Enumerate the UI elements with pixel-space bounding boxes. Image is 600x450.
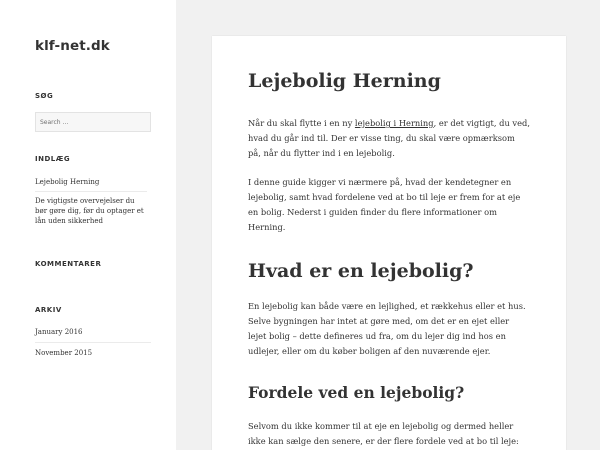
archive-widget-title: ARKIV	[35, 306, 62, 314]
list-item	[35, 327, 151, 342]
recent-post-link[interactable]: Lejebolig Herning	[35, 178, 100, 186]
paragraph: En lejebolig kan både være en lejlighed, et rækkehus eller et hus. Selve bygningen har intet at gøre med, om det er en ejet eller lejet bolig – dette defineres ud fra, om du lejer dig ind hos en udlejer, eller om du køber boligen af den nuværende ejer.	[248, 301, 526, 356]
section-heading: Hvad er en lejebolig?	[248, 260, 474, 282]
comments-widget-title: KOMMENTARER	[35, 260, 102, 268]
archive-list	[35, 327, 151, 358]
paragraph: Selvom du ikke kommer til at eje en lejebolig og dermed heller ikke kan sælge den senere, er der flere fordele ved at bo til leje:	[248, 421, 519, 446]
page-title: Lejebolig Herning	[248, 70, 441, 92]
section-heading: Fordele ved en lejebolig?	[248, 383, 465, 402]
search-input[interactable]	[35, 112, 151, 132]
recent-posts-list	[35, 177, 147, 226]
list-item	[35, 342, 151, 358]
paragraph	[248, 116, 530, 161]
recent-posts-widget	[35, 155, 176, 226]
archive-link[interactable]: January 2016	[35, 328, 83, 336]
list-item	[35, 191, 147, 226]
paragraph-text: , er det vigtigt, du ved, hvad du går ind til. Der er visse ting, du skal være opmærksom på, når du flytter ind i en lejebolig.	[248, 118, 530, 158]
paragraph-text: Når du skal flytte i en ny	[248, 118, 355, 128]
recent-posts-title: INDLÆG	[35, 155, 71, 163]
recent-post-link[interactable]: De vigtigste overvejelser du bør gøre dig, før du optager et lån uden sikkerhed	[35, 197, 144, 225]
archive-link[interactable]: November 2015	[35, 349, 93, 357]
list-item	[35, 177, 147, 191]
herning-link[interactable]: lejebolig i Herning	[354, 118, 434, 128]
site-title-link[interactable]: klf-net.dk	[35, 38, 110, 54]
paragraph: I denne guide kigger vi nærmere på, hvad der kendetegner en lejebolig, samt hvad fordelene ved at bo til leje er frem for at eje en bolig. Nederst i guiden finder du flere informationer om Herning.	[248, 177, 521, 232]
archive-widget	[35, 306, 176, 358]
search-widget	[35, 92, 176, 132]
sidebar	[0, 0, 176, 450]
search-widget-title: SØG	[35, 92, 54, 100]
article-card	[212, 36, 566, 450]
comments-widget	[35, 260, 176, 268]
